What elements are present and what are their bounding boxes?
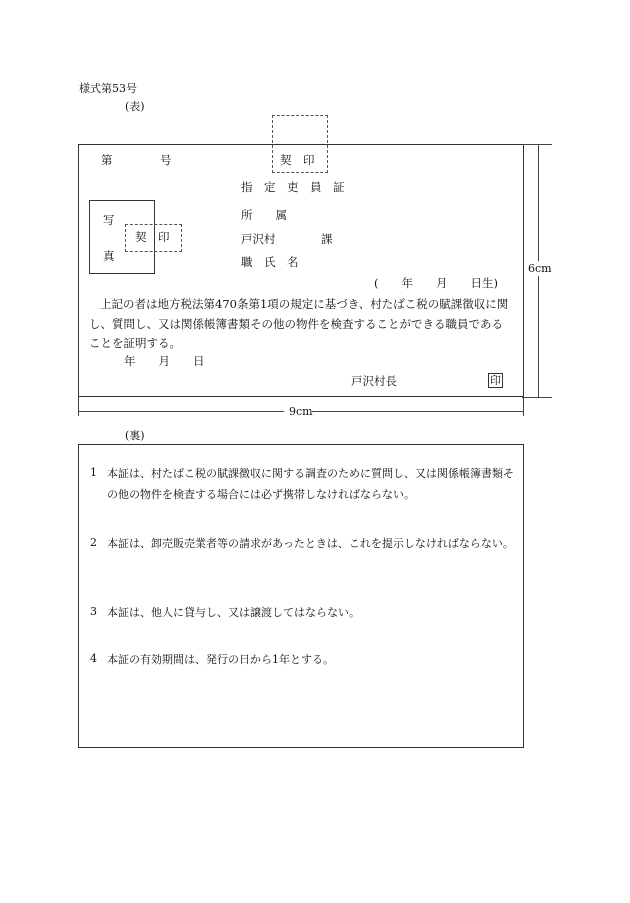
height-dimension-label: 6cm [528,262,552,275]
back-item-1-number: 1 [90,466,97,479]
number-prefix: 第 [101,153,113,167]
back-side-label: (裏) [125,429,145,442]
photo-char-1: 写 [103,213,115,227]
issuer-name: 戸沢村長 [351,374,397,388]
back-item-2-text: 本証は、卸売販売業者等の請求があったときは、これを提示しなければならない。 [107,537,514,550]
height-dimension-bottom-tick [522,397,552,398]
tally-seal-top-label: 契 印 [280,153,315,167]
name-label: 職 氏 名 [241,255,299,269]
number-suffix: 号 [160,153,172,167]
section-suffix: 課 [321,232,333,246]
width-dimension-label: 9cm [289,405,313,418]
width-dimension-right-tick [523,397,524,416]
affiliation-label: 所 属 [241,208,287,222]
back-item-3-number: 3 [90,605,97,618]
back-item-2-number: 2 [90,536,97,549]
height-dimension-line-lower [538,276,539,397]
front-side-label: (表) [125,100,145,113]
height-dimension-top-tick [522,144,552,145]
back-item-3-text: 本証は、他人に貸与し、又は譲渡してはならない。 [107,606,360,619]
height-dimension-line-upper [538,144,539,261]
form-number: 様式第53号 [79,82,137,95]
stamp-seal: 印 [490,374,501,387]
issue-date: 年 月 日 [124,354,205,368]
width-dimension-left-tick [78,397,79,416]
back-item-4-text: 本証の有効期間は、発行の日から1年とする。 [107,653,334,666]
width-dimension-line-left [78,411,284,412]
card-title: 指 定 吏 員 証 [241,180,345,194]
certification-statement: 上記の者は地方税法第470条第1項の規定に基づき、村たばこ税の賦課徴収に関し、質問し、又は関係帳簿書類その他の物件を検査することができる職員であることを証明する。 [89,297,509,350]
back-item-1-text: 本証は、村たばこ税の賦課徴収に関する調査のために質問し、又は関係帳簿書類その他の物件を検査する場合には必ず携帯しなければならない。 [107,467,514,501]
birth-date: ( 年 月 日生) [374,276,498,290]
tally-seal-photo-label: 契 印 [135,230,170,244]
village-name: 戸沢村 [241,232,276,246]
photo-char-2: 真 [103,249,115,263]
back-item-4-number: 4 [90,652,97,665]
width-dimension-line-right [312,411,523,412]
